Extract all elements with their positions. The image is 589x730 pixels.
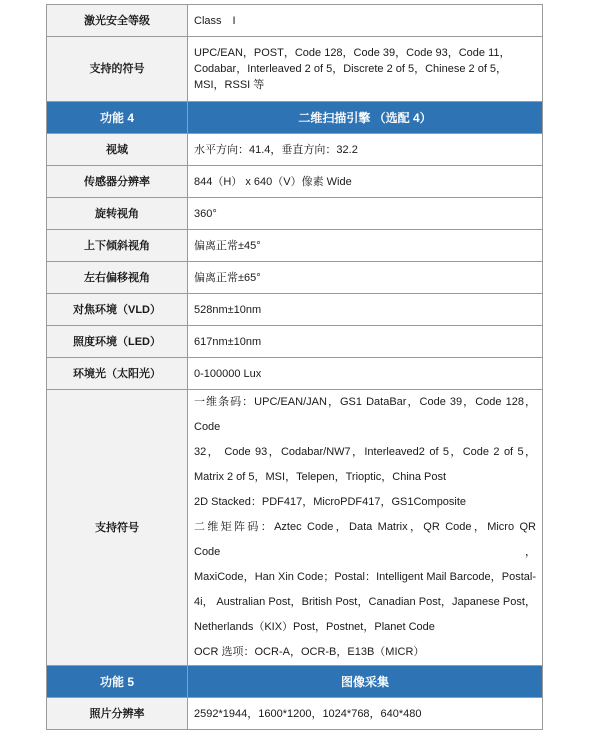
symbology-list-2: [188, 390, 543, 666]
row-value: 617nm±10nm: [188, 326, 543, 358]
section-title: 二维扫描引擎 （选配 4）: [188, 102, 543, 134]
row-value: 水平方向：41.4，垂直方向：32.2: [188, 134, 543, 166]
symbology-line: Matrix 2 of 5，MSI，Telepen，Trioptic，China Post: [194, 471, 447, 483]
row-label: 支持的符号: [47, 37, 188, 102]
row-value: 0-100000 Lux: [188, 358, 543, 390]
row-label: 支持符号: [47, 390, 188, 666]
symbology-line: Netherlands（KIX）Post，Postnet，Planet Code: [194, 621, 435, 633]
table-row: [47, 358, 543, 390]
row-label: 旋转视角: [47, 198, 188, 230]
row-value: 844（H） x 640（V）像素 Wide: [188, 166, 543, 198]
table-row: [47, 166, 543, 198]
row-label: 上下倾斜视角: [47, 230, 188, 262]
row-value: Class I: [188, 5, 543, 37]
symbology-line: 二维矩阵码：Aztec Code，Data Matrix，QR Code，Micro QR Code，: [194, 521, 536, 558]
symbology-line: 2D Stacked：PDF417，MicroPDF417，GS1Composite: [194, 496, 467, 508]
section-header-row: [47, 102, 543, 134]
row-value: 360°: [188, 198, 543, 230]
symbology-line: 一维条码：UPC/EAN/JAN，GS1 DataBar，Code 39，Code 128，Code: [194, 396, 536, 433]
table-row: [47, 134, 543, 166]
spec-table: [46, 4, 543, 730]
row-value: 2592*1944，1600*1200，1024*768，640*480: [188, 698, 543, 730]
symbology-line: 32， Code 93，Codabar/NW7，Interleaved2 of 5，Code 2 of 5，: [194, 446, 536, 458]
symbology-line: OCR 选项：OCR-A，OCR-B，E13B（MICR）: [194, 646, 425, 658]
row-label: 照度环境（LED）: [47, 326, 188, 358]
table-row: [47, 262, 543, 294]
row-value: 偏离正常±65°: [188, 262, 543, 294]
row-label: 传感器分辨率: [47, 166, 188, 198]
symbology-line: Codabar，Interleaved 2 of 5，Discrete 2 of 5，Chinese 2 of 5，: [194, 63, 508, 75]
row-label: 左右偏移视角: [47, 262, 188, 294]
row-label: 视域: [47, 134, 188, 166]
symbology-line: MSI，RSSI 等: [194, 79, 265, 91]
row-label: 激光安全等级: [47, 5, 188, 37]
section-label: 功能 5: [47, 666, 188, 698]
table-row: [47, 230, 543, 262]
symbology-line: MaxiCode，Han Xin Code；Postal：Intelligent Mail Barcode，Postal-: [194, 571, 536, 583]
symbology-list-1: [188, 37, 543, 102]
table-row: [47, 37, 543, 102]
symbology-line: 4i， Australian Post，British Post，Canadian Post，Japanese Post，: [194, 596, 536, 608]
table-row: [47, 326, 543, 358]
table-row: [47, 390, 543, 666]
table-row: [47, 294, 543, 326]
row-value: 528nm±10nm: [188, 294, 543, 326]
symbology-line: UPC/EAN，POST，Code 128，Code 39，Code 93，Code 11，: [194, 47, 511, 59]
section-header-row: [47, 666, 543, 698]
section-title: 图像采集: [188, 666, 543, 698]
table-row: [47, 698, 543, 730]
section-label: 功能 4: [47, 102, 188, 134]
row-value: 偏离正常±45°: [188, 230, 543, 262]
table-row: [47, 198, 543, 230]
table-row: [47, 5, 543, 37]
row-label: 照片分辨率: [47, 698, 188, 730]
row-label: 环境光（太阳光）: [47, 358, 188, 390]
row-label: 对焦环境（VLD）: [47, 294, 188, 326]
